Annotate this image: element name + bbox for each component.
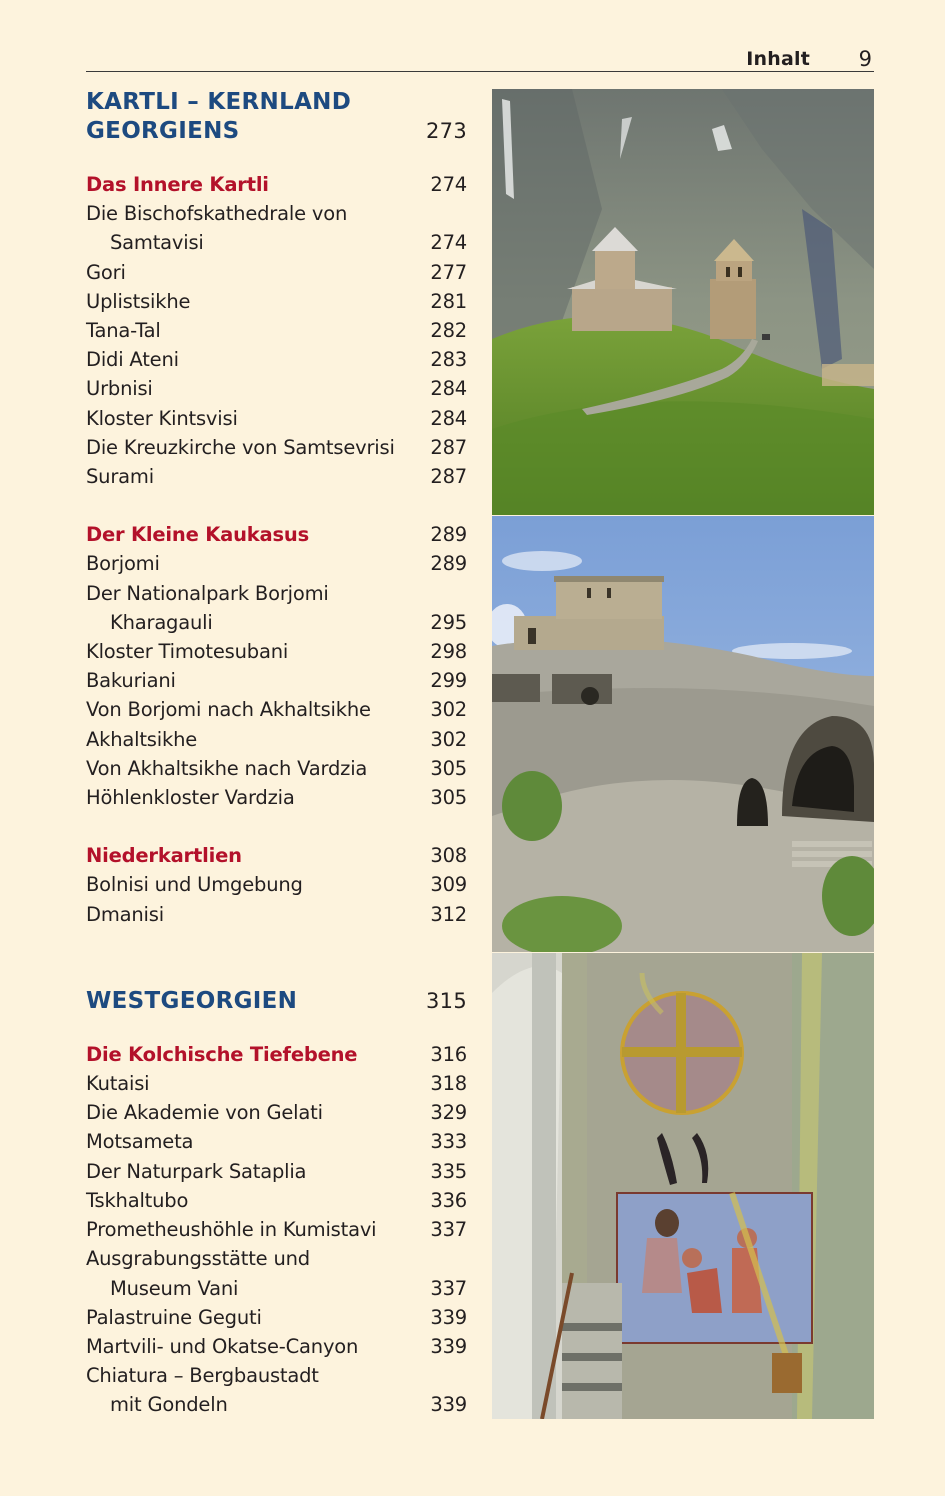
- toc-entry[interactable]: Die Akademie von Gelati 329: [86, 1101, 467, 1125]
- toc-entry[interactable]: Die Kreuzkirche von Samtsevrisi 287: [86, 435, 467, 459]
- toc-entry[interactable]: Palastruine Geguti 339: [86, 1305, 467, 1329]
- toc-entry[interactable]: Bakuriani 299: [86, 669, 467, 693]
- toc-entry[interactable]: Kloster Timotesubani 298: [86, 640, 467, 664]
- toc-entry[interactable]: Akhaltsikhe 302: [86, 727, 467, 751]
- chapter-heading-kartli-line2[interactable]: [86, 117, 467, 146]
- toc-entry[interactable]: Prometheushöhle in Kumistavi 337: [86, 1218, 467, 1242]
- toc-entry[interactable]: Uplistsikhe 281: [86, 289, 467, 313]
- toc-entry[interactable]: Dmanisi 312: [86, 902, 467, 926]
- toc-entry[interactable]: Tana-Tal 282: [86, 319, 467, 343]
- table-of-contents: [86, 88, 467, 1420]
- toc-entry[interactable]: Von Akhaltsikhe nach Vardzia 305: [86, 756, 467, 780]
- toc-entry[interactable]: Urbnisi 284: [86, 377, 467, 401]
- toc-entry[interactable]: Kharagauli 295: [110, 610, 467, 634]
- toc-entry[interactable]: Tskhaltubo 336: [86, 1188, 467, 1212]
- section-heading[interactable]: Die Kolchische Tiefebene 316: [86, 1042, 467, 1066]
- running-header: [86, 44, 874, 72]
- toc-entry[interactable]: Von Borjomi nach Akhaltsikhe 302: [86, 698, 467, 722]
- chapter-heading-kartli[interactable]: [86, 88, 467, 117]
- toc-entry[interactable]: Höhlenkloster Vardzia 305: [86, 786, 467, 810]
- toc-entry[interactable]: Der Nationalpark Borjomi: [86, 581, 329, 605]
- photo-cave-town: [492, 516, 874, 952]
- toc-entry[interactable]: Borjomi 289: [86, 552, 467, 576]
- toc-entry[interactable]: Surami 287: [86, 465, 467, 489]
- chapter-heading-westgeorgien[interactable]: WESTGEORGIEN 315: [86, 987, 467, 1014]
- toc-entry[interactable]: Didi Ateni 283: [86, 348, 467, 372]
- photo-mountain-church: [492, 89, 874, 515]
- photo-fresco: [492, 953, 874, 1419]
- running-header-section: Inhalt: [746, 48, 810, 70]
- section-heading[interactable]: Der Kleine Kaukasus 289: [86, 523, 467, 547]
- chapter-page: 273: [426, 119, 467, 143]
- chapter-title-line1: KARTLI – KERNLAND: [86, 89, 352, 115]
- toc-entry[interactable]: Die Bischofskathedrale von: [86, 202, 348, 226]
- chapter-title-line2: GEORGIENS: [86, 118, 240, 144]
- toc-entry[interactable]: Motsameta 333: [86, 1130, 467, 1154]
- section-heading[interactable]: Niederkartlien 308: [86, 844, 467, 868]
- section-heading[interactable]: Das Innere Kartli 274: [86, 173, 467, 196]
- toc-entry[interactable]: Chiatura – Bergbaustadt: [86, 1364, 319, 1388]
- toc-entry[interactable]: Martvili- und Okatse-Canyon 339: [86, 1334, 467, 1358]
- photo-column: [492, 89, 874, 1419]
- toc-entry[interactable]: Kloster Kintsvisi 284: [86, 406, 467, 430]
- toc-entry[interactable]: Museum Vani 337: [110, 1276, 467, 1300]
- toc-entry[interactable]: Bolnisi und Umgebung 309: [86, 873, 467, 897]
- toc-entry[interactable]: Gori 277: [86, 260, 467, 284]
- toc-entry[interactable]: mit Gondeln 339: [110, 1393, 467, 1417]
- toc-entry[interactable]: Der Naturpark Sataplia 335: [86, 1159, 467, 1183]
- toc-entry[interactable]: Kutaisi 318: [86, 1072, 467, 1096]
- toc-entry[interactable]: Ausgrabungsstätte und: [86, 1247, 310, 1271]
- page-number: 9: [858, 47, 872, 71]
- toc-entry[interactable]: Samtavisi 274: [110, 231, 467, 255]
